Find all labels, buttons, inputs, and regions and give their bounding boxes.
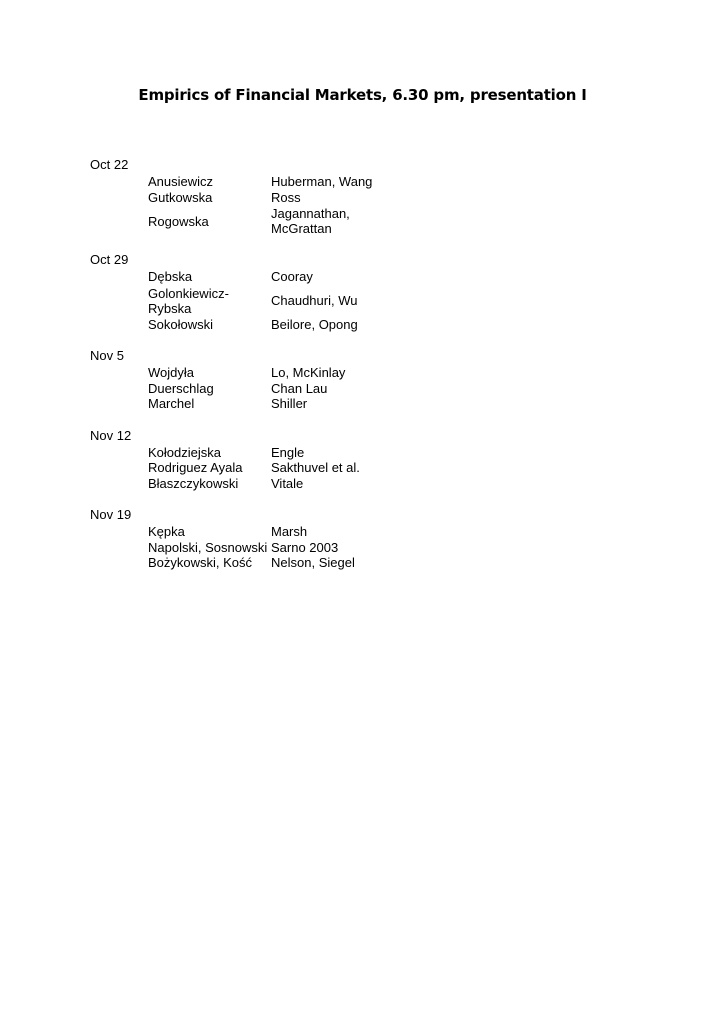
schedule-row [148, 286, 490, 316]
paper-authors: Engle [271, 444, 305, 460]
paper-authors: Huberman, Wang [271, 174, 373, 190]
session-block [90, 428, 490, 492]
presenter-name: Sokołowski [148, 316, 214, 332]
schedule-row [148, 460, 490, 476]
schedule-row [148, 396, 490, 412]
presenter-name: Wojdyła [148, 365, 195, 381]
session-date: Oct 22 [90, 157, 129, 172]
presenter-name: Kępka [148, 524, 185, 540]
session-block [90, 507, 490, 571]
session-rows [90, 269, 490, 332]
presenter-name: Bożykowski, Kość [148, 555, 253, 571]
schedule-row [148, 476, 490, 492]
paper-authors: Beilore, Opong [271, 316, 358, 332]
schedule-row [148, 317, 490, 333]
schedule-row [148, 365, 490, 381]
presenter-name: Gutkowska [148, 189, 213, 205]
schedule-row [148, 524, 490, 540]
schedule-row [148, 174, 490, 190]
paper-authors: Shiller [271, 396, 308, 412]
schedule-row [148, 206, 490, 236]
paper-authors: Ross [271, 189, 301, 205]
presenter-name: Rogowska [148, 213, 209, 229]
paper-authors: Lo, McKinlay [271, 365, 346, 381]
paper-authors: Vitale [271, 475, 304, 491]
paper-authors: Chaudhuri, Wu [271, 293, 358, 308]
presenter-name: Rodriguez Ayala [148, 460, 243, 476]
schedule-row [148, 190, 490, 206]
presenter-name: Dębska [148, 269, 193, 285]
paper-authors: Nelson, Siegel [271, 555, 355, 571]
paper-authors: Cooray [271, 269, 313, 285]
presenter-name: Duerschlag [148, 380, 214, 396]
session-rows [90, 174, 490, 236]
session-date: Nov 5 [90, 348, 124, 363]
schedule-row [148, 540, 490, 556]
paper-authors: Marsh [271, 524, 308, 540]
paper-authors: Sarno 2003 [271, 539, 339, 555]
page-title: Empirics of Financial Markets, 6.30 pm, presentation I [138, 86, 587, 104]
paper-authors: Jagannathan, McGrattan [271, 206, 350, 236]
presenter-name: Błaszczykowski [148, 475, 239, 491]
session-date: Nov 12 [90, 427, 132, 443]
session-rows [90, 524, 490, 571]
session-rows [90, 445, 490, 492]
session-rows [90, 365, 490, 412]
schedule-list [90, 157, 490, 587]
presenter-name: Golonkiewicz- Rybska [148, 285, 229, 316]
session-date: Oct 29 [90, 252, 129, 267]
session-block [90, 157, 490, 236]
presenter-name: Napolski, Sosnowski [148, 539, 268, 555]
presenter-name: Anusiewicz [148, 174, 214, 190]
schedule-row [148, 381, 490, 397]
presenter-name: Marchel [148, 396, 195, 412]
schedule-row [148, 269, 490, 285]
paper-authors: Chan Lau [271, 380, 328, 396]
paper-authors: Sakthuvel et al. [271, 460, 360, 476]
presenter-name: Kołodziejska [148, 444, 221, 460]
session-block [90, 348, 490, 412]
session-block [90, 252, 490, 332]
schedule-row [148, 445, 490, 461]
schedule-row [148, 555, 490, 571]
session-date: Nov 19 [90, 507, 132, 522]
